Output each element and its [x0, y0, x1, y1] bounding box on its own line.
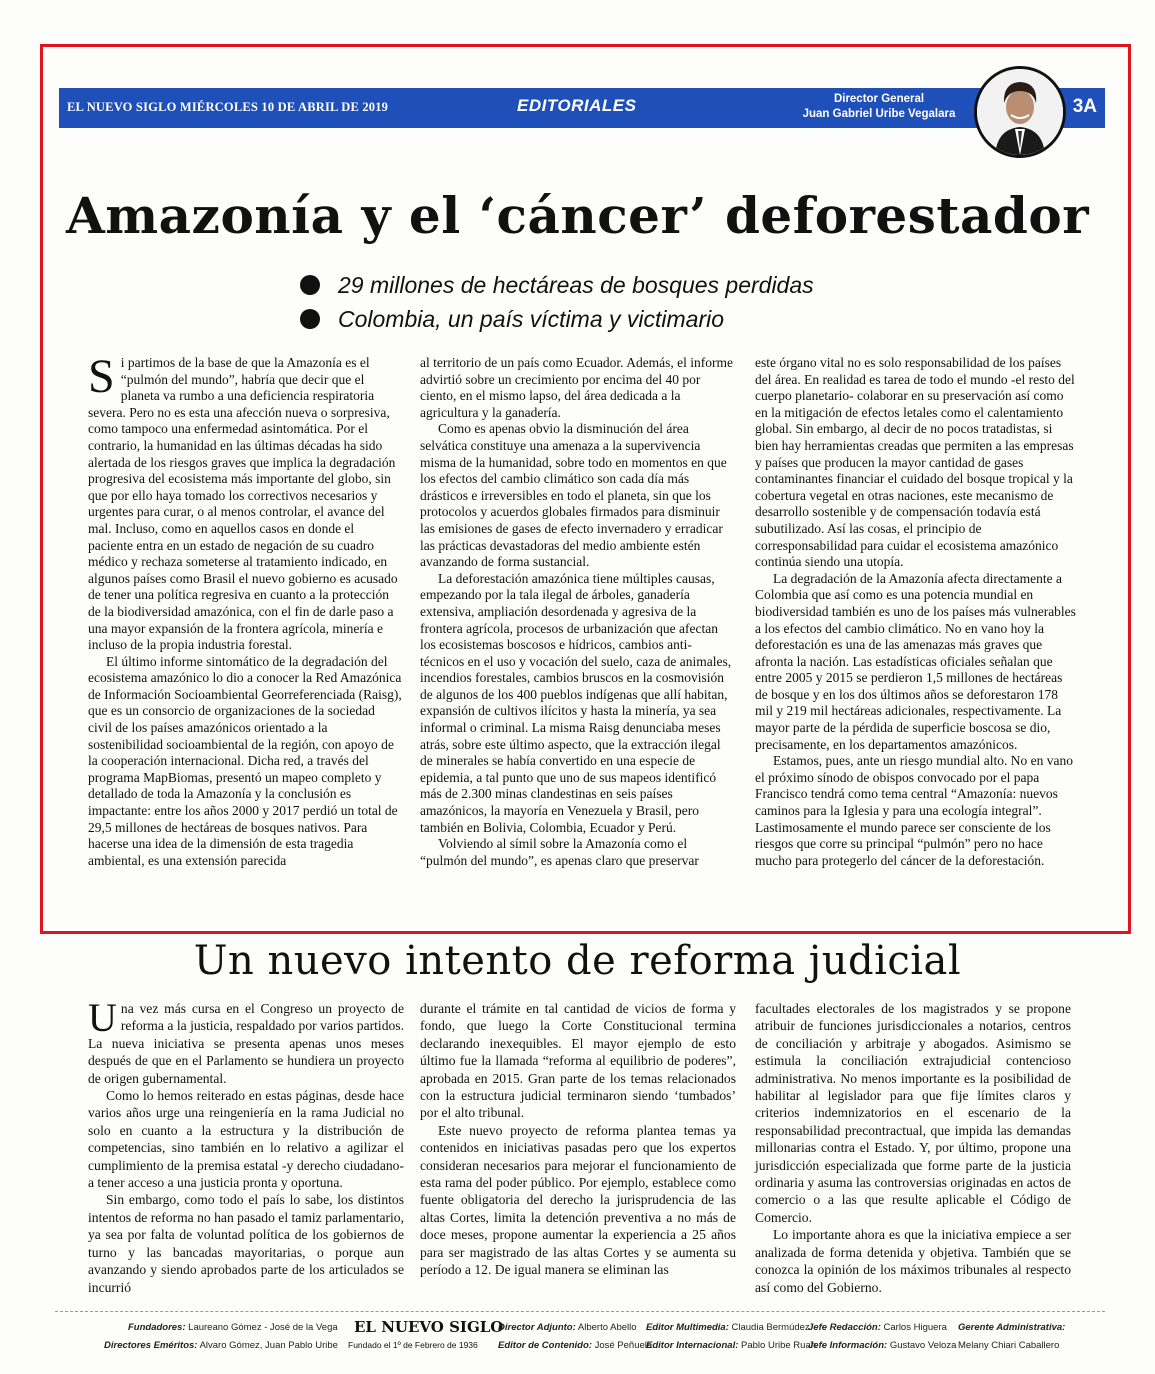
director-title: Director General [833, 93, 925, 105]
newspaper-logo: EL NUEVO SIGLO [354, 1318, 504, 1336]
paragraph: al territorio de un país como Ecuador. Además, el informe advirtió sobre un crecimiento por encima del 40 por ciento, en el mismo lapso, del área dedicada a la agricultura y la ganadería. [420, 355, 734, 420]
header-banner [59, 88, 1105, 128]
subheading-item [300, 268, 900, 302]
director-portrait [974, 66, 1066, 158]
page-number: 3A [1072, 96, 1097, 117]
paragraph: facultades electorales de los magistrados y se propone atribuir de funciones jurisdiccionales a notarios, centros de conciliación y arbitraje y abogados. Asimismo se estimula la conciliación extrajudicial contencioso administrativa. No menos importante es la posibilidad de habilitar al legislador para que fije límites claros y criterios indemnizatorios en el escenario de la responsabilidad precontractual, que impida las demandas millonarias contra el Estado. Y, por último, propone una jurisdicción especializada que forme parte de la justicia ordinaria y asuma las controversias originadas en actos de comercio o a las que resulte aplicable el Código de Comercio. [755, 1001, 1071, 1225]
second-editorial-column-1 [88, 995, 404, 1296]
international-editor-credit: Editor Internacional: Pablo Uribe Ruan [646, 1340, 817, 1351]
editorial-column-2 [420, 355, 736, 869]
subheading-item [300, 302, 900, 336]
paragraph: Si partimos de la base de que la Amazonía es el “pulmón del mundo”, habría que decir que el planeta va rumbo a una deficiencia respiratoria severa. Pero no es esta una afección nueva o sorpresiva, como tampoco una enfermedad asintomática. Por el contrario, la humanidad en las últimas décadas ha sido alertada de los riesgos graves que implica la degradación progresiva del ecosistema más importante del globo, sin que por ello haya tomado los correctivos necesarios y urgentes para curar, o al menos controlar, el avance del mal. Incluso, como en aquellos casos en donde el paciente entra en un estado de negación de su cuadro médico y rechaza someterse al tratamiento indicado, en algunos países como Brasil el nuevo gobierno es acusado de tener una política regresiva en cuanto a la protección de la biodiversidad amazónica, con el fin de darle paso a una mayor expansión de la frontera agrícola, minería e incluso de la propia industria forestal. [88, 350, 398, 653]
editorial-column-3 [755, 355, 1077, 869]
content-editor-credit: Editor de Contenido: José Peñuela [498, 1340, 653, 1351]
director-credit [779, 92, 979, 122]
drop-cap: U [88, 995, 117, 1040]
paragraph: este órgano vital no es solo responsabilidad de los países del área. En realidad es tarea de todo el mundo -el resto del cuerpo planetario- colaborar en su preservación así como en la mitigación de efectos letales como el calentamiento global. Sin embargo, al decir de no pocos tratadistas, si bien hay herramientas creadas que permiten a las empresas y países que producen la mayor cantidad de gases contaminantes financiar el cuidado del bosque tropical y la cobertura vegetal en otras naciones, este mecanismo de desarrollo sostenible y de compensación todavía está subutilizado. Así las cosas, el principio de corresponsabilidad para cuidar el ecosistema amazónico continúa siendo una utopía. [755, 355, 1075, 570]
emeritus-credit: Directores Eméritos: Alvaro Gómez, Juan Pablo Uribe [104, 1340, 338, 1351]
paragraph: Como lo hemos reiterado en estas páginas, desde hace varios años urge una reingeniería en la rama Judicial no solo en cuanto a la estructura y la distribución de competencias, sino también en lo relativo a agilizar el cumplimiento de la premisa estatal -y derecho ciudadano- a tener acceso a una justicia pronta y oportuna. [88, 1088, 404, 1191]
bullet-icon [300, 309, 320, 329]
founders-credit: Fundadores: Laureano Gómez - José de la Vega [128, 1322, 338, 1333]
second-editorial-headline: Un nuevo intento de reforma judicial [193, 938, 962, 984]
bullet-icon [300, 275, 320, 295]
subheading-text: Colombia, un país víctima y victimario [338, 305, 725, 332]
paragraph: Como es apenas obvio la disminución del área selvática constituye una amenaza a la supervivencia misma de la humanidad, sobre todo en momentos en que los efectos del cambio climático son cada día más drásticos e irreversibles en todo el planeta, sin que los protocolos y acuerdos globales firmados para disminuir las emisiones de gases de efecto invernadero y erradicar las prácticas devastadoras del medio ambiente estén avanzando de forma sustancial. [420, 421, 727, 570]
manager-credit-name: Melany Chiari Caballero [958, 1340, 1060, 1351]
editorial-column-1 [88, 350, 402, 869]
editorial-headline: Amazonía y el ‘cáncer’ deforestador [65, 186, 1090, 245]
paragraph: durante el trámite en tal cantidad de vicios de forma y fondo, que luego la Corte Constitucional termina declarando inexequibles. El mayor ejemplo de esto último fue la llamada “reforma al equilibrio de poderes”, aprobada en 2015. Gran parte de los temas relacionados con la estructura judicial terminaron siendo ‘tumbados’ por el alto tribunal. [420, 1001, 736, 1121]
paragraph: Lo importante ahora es que la iniciativa empiece a ser analizada de forma detenida y objetiva. También que se conozca la opinión de los máximos tribunales al respecto así como del Gobierno. [755, 1227, 1071, 1295]
founded-date: Fundado el 1º de Febrero de 1936 [348, 1340, 478, 1350]
manager-credit-label: Gerente Administrativa: [958, 1322, 1066, 1333]
paragraph: El último informe sintomático de la degradación del ecosistema amazónico lo dio a conocer la Red Amazónica de Información Socioambiental Georreferenciada (Raisg), que es un consorcio de organizaciones de la sociedad civil de los países amazónicos orientado a la sostenibilidad socioambiental de la región, con apoyo de la cooperación internacional. Dicha red, a través del programa MapBiomas, presentó un mapeo completo y detallado de toda la Amazonía y la conclusión es impactante: entre los años 2000 y 2017 perdió un total de 29,5 millones de hectáreas de bosques nativos. Para hacerse una idea de la dimensión de esta tragedia ambiental, es una extensión parecida [88, 653, 402, 868]
deputy-director-credit: Director Adjunto: Alberto Abello [498, 1322, 637, 1333]
paragraph: La degradación de la Amazonía afecta directamente a Colombia que así como es una potencia mundial en biodiversidad también es uno de los países más vulnerables a los efectos del cambio climático. No en vano hoy la deforestación es una de las amenazas más graves que afronta la nación. Las estadísticas oficiales señalan que entre 2005 y 2015 se perdieron 1,5 millones de hectáreas de bosque y en los dos últimos años se deforestaron 178 mil y 219 mil hectáreas adicionales, respectivamente. La mayor parte de la pérdida de superficie boscosa se dio, precisamente, en los departamentos amazónicos. [755, 570, 1076, 752]
date-line: EL NUEVO SIGLO MIÉRCOLES 10 DE ABRIL DE 2019 [67, 100, 389, 114]
subheading-text: 29 millones de hectáreas de bosques perdidas [338, 271, 814, 298]
director-name: Juan Gabriel Uribe Vegalara [802, 108, 956, 120]
drop-cap: S [88, 350, 115, 403]
paragraph: Estamos, pues, ante un riesgo mundial alto. No en vano el próximo sínodo de obispos convocado por el papa Francisco tendrá como tema central “Amazonía: nuevos caminos para la Iglesia y para una ecología integral”. Lastimosamente el mundo parece ser consciente de los riesgos que corre su principal “pulmón” pero no hace mucho para protegerlo del cáncer de la deforestación. [755, 753, 1073, 868]
paragraph: Sin embargo, como todo el país lo sabe, los distintos intentos de reforma no han pasado el tamiz parlamentario, ya sea por falta de voluntad política de los gobiernos de turno y las bancadas mayoritarias, o porque aun avanzando y siendo aprobados parte de los articulados se incurrió [88, 1192, 404, 1295]
paragraph: Este nuevo proyecto de reforma plantea temas ya contenidos en iniciativas pasadas pero que los expertos consideran necesarios para mejorar el funcionamiento de esta rama del poder público. Por ejemplo, establece como fuente obligatoria del derecho la jurisprudencia de las altas Cortes, limita la detención preventiva a no más de doce meses, propone aumentar la experiencia a 25 años para ser magistrado de las altas Cortes y se aumenta su período a 12. De igual manera se eliminan las [420, 1122, 736, 1278]
information-chief-credit: Jefe Información: Gustavo Veloza [808, 1340, 957, 1351]
paragraph: Una vez más cursa en el Congreso un proyecto de reforma a la justicia, respaldado por varios partidos. La nueva iniciativa se presenta apenas unos meses después de que en el Parlamento se hundiera un proyecto de origen gubernamental. [88, 995, 404, 1086]
subheading-list [300, 268, 900, 336]
second-editorial-column-2 [420, 1000, 736, 1279]
section-title: EDITORIALES [517, 96, 637, 115]
footer-divider [55, 1311, 1105, 1312]
paragraph: La deforestación amazónica tiene múltiples causas, empezando por la tala ilegal de árboles, ganadería extensiva, ampliación desordenada y agresiva de la frontera agrícola, procesos de urbanización que afectan los ecosistemas boscosos e hídricos, cambios anti-técnicos en el uso y vocación del suelo, caza de animales, incendios forestales, cambios bruscos en la cosmovisión de algunos de los 400 pueblos indígenas que allí habitan, expansión de cultivos ilícitos y hasta la minería, ya sea informal o criminal. La misma Raisg denunciaba meses atrás, sobre este último aspecto, que la extracción ilegal de minerales se había convertido en una especie de epidemia, a tal punto que uno de sus mapeos identificó más de 2.300 minas clandestinas en seis países amazónicos, la mayoría en Venezuela y Brasil, pero también en Bolivia, Colombia, Ecuador y Perú. [420, 570, 732, 835]
multimedia-editor-credit: Editor Multimedia: Claudia Bermúdez [646, 1322, 810, 1333]
paragraph: Volviendo al símil sobre la Amazonía como el “pulmón del mundo”, es apenas claro que preservar [420, 836, 699, 868]
newsroom-chief-credit: Jefe Redacción: Carlos Higuera [808, 1322, 947, 1333]
second-editorial-column-3 [755, 1000, 1071, 1296]
